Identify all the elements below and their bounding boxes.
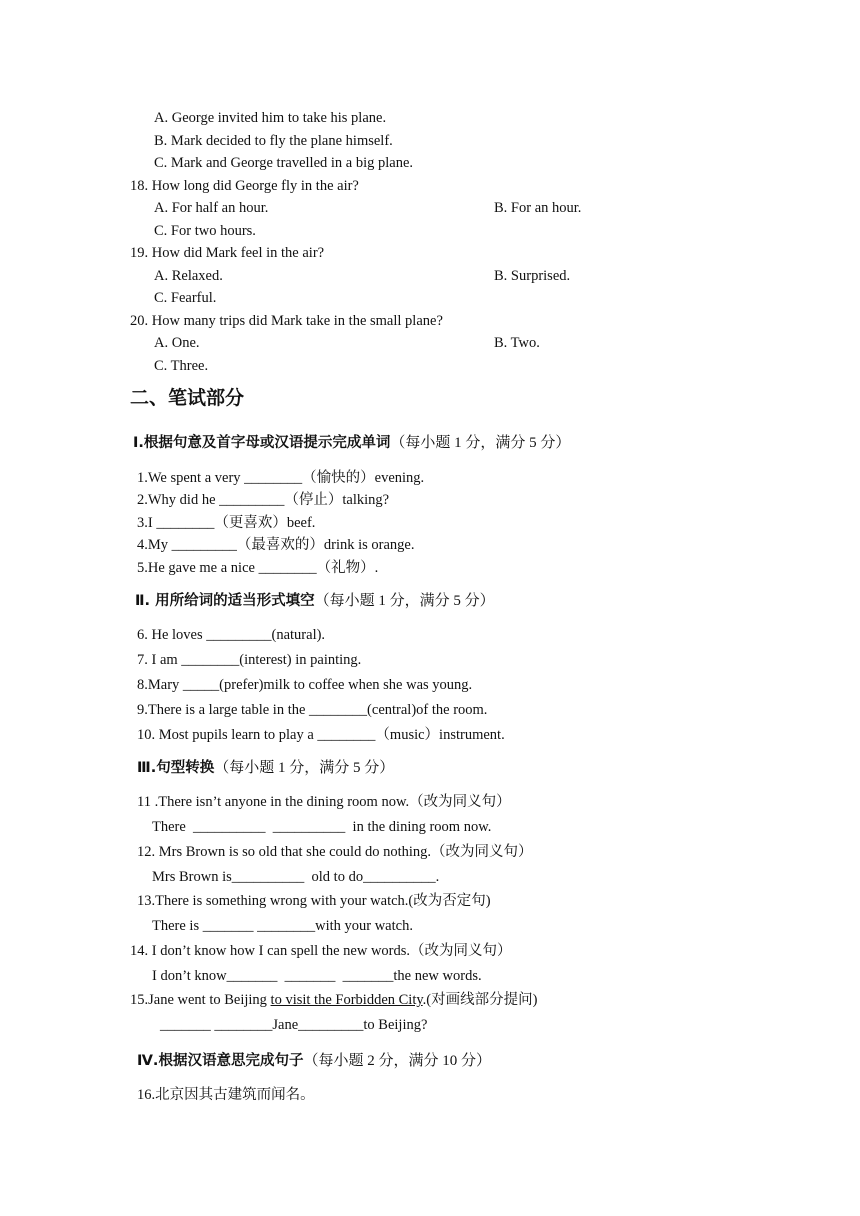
q15-prefix: 15.Jane went to Beijing — [130, 992, 271, 1008]
q19-question: 19. How did Mark feel in the air? — [130, 245, 325, 261]
part3-item-14-blanks: I don’t know_______ _______ _______the new words. — [152, 968, 482, 984]
q20-option-a: A. One. — [154, 335, 200, 351]
part2-item-6: 6. He loves _________(natural). — [137, 627, 326, 643]
part2-item-7: 7. I am ________(interest) in painting. — [137, 652, 362, 668]
part1-item-3: 3.I ________（更喜欢）beef. — [137, 515, 316, 531]
part3-item-12-blanks: Mrs Brown is__________ old to do__________. — [152, 869, 440, 885]
part2-item-10: 10. Most pupils learn to play a ________（music）instrument. — [137, 727, 505, 743]
part1-note: （每小题 1 分，满分 5 分） — [390, 435, 571, 451]
part3-item-15 — [130, 991, 537, 1009]
part3-item-11: 11 .There isn’t anyone in the dining room now.（改为同义句） — [137, 794, 511, 810]
part1-heading: Ⅰ.根据句意及首字母或汉语提示完成单词 — [133, 435, 391, 451]
written-section-title: 二、笔试部分 — [130, 387, 245, 409]
part2-heading: Ⅱ. 用所给词的适当形式填空 — [135, 593, 315, 609]
part4-item-16: 16.北京因其古建筑而闻名。 — [137, 1087, 315, 1103]
part1-item-1: 1.We spent a very ________（愉快的）evening. — [137, 470, 425, 486]
q19-option-b: B. Surprised. — [494, 268, 571, 284]
q15-underlined-phrase: to visit the Forbidden City — [270, 992, 423, 1008]
part3-item-15-blanks: _______ ________Jane_________to Beijing? — [160, 1017, 428, 1033]
q19-option-c: C. Fearful. — [154, 290, 217, 306]
q20-option-b: B. Two. — [494, 335, 540, 351]
part3-item-12: 12. Mrs Brown is so old that she could do nothing.（改为同义句） — [137, 844, 533, 860]
part2-item-9: 9.There is a large table in the ________(central)of the room. — [137, 702, 488, 718]
q18-option-b: B. For an hour. — [494, 200, 582, 216]
part3-item-13: 13.There is something wrong with your watch.(改为否定句) — [137, 893, 491, 909]
q19-option-a: A. Relaxed. — [154, 268, 223, 284]
part1-item-2: 2.Why did he _________（停止）talking? — [137, 492, 390, 508]
q15-suffix: .(对画线部分提问) — [422, 992, 538, 1008]
part1-item-4: 4.My _________（最喜欢的）drink is orange. — [137, 537, 415, 553]
q20-question: 20. How many trips did Mark take in the small plane? — [130, 313, 443, 329]
part2-item-8: 8.Mary _____(prefer)milk to coffee when she was young. — [137, 677, 473, 693]
part4-note: （每小题 2 分，满分 10 分） — [303, 1053, 491, 1069]
part3-item-11-blanks: There __________ __________ in the dining room now. — [152, 819, 492, 835]
part4-heading: Ⅳ.根据汉语意思完成句子 — [137, 1053, 304, 1069]
part3-heading-line — [137, 758, 394, 778]
part2-note: （每小题 1 分，满分 5 分） — [314, 593, 495, 609]
part2-heading-line — [135, 591, 495, 611]
q18-question: 18. How long did George fly in the air? — [130, 178, 359, 194]
q17-option-b: B. Mark decided to fly the plane himself. — [154, 133, 393, 149]
part3-item-14: 14. I don’t know how I can spell the new words.（改为同义句） — [130, 943, 512, 959]
part3-heading: Ⅲ.句型转换 — [137, 760, 215, 776]
part1-heading-line — [133, 433, 570, 453]
part4-heading-line — [137, 1051, 491, 1071]
q17-option-c: C. Mark and George travelled in a big plane. — [154, 155, 414, 171]
part3-item-13-blanks: There is _______ ________with your watch. — [152, 918, 413, 934]
q17-option-a: A. George invited him to take his plane. — [154, 110, 387, 126]
part3-note: （每小题 1 分，满分 5 分） — [214, 760, 395, 776]
q20-option-c: C. Three. — [154, 358, 209, 374]
q18-option-a: A. For half an hour. — [154, 200, 269, 216]
part1-item-5: 5.He gave me a nice ________（礼物）. — [137, 560, 379, 576]
q18-option-c: C. For two hours. — [154, 223, 256, 239]
